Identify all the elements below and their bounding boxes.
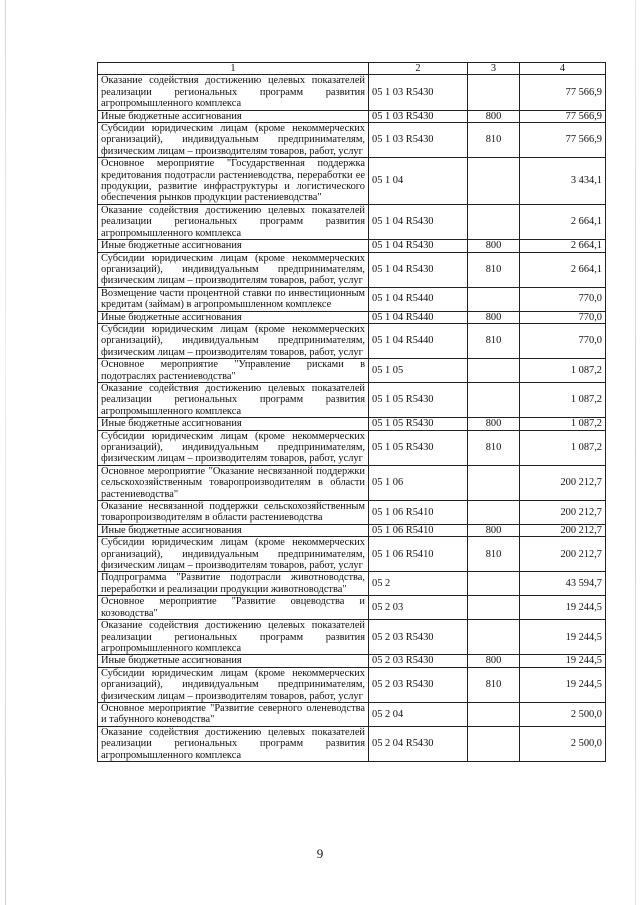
table-row	[98, 240, 606, 252]
cell-code: 05 1 04 R5430	[369, 204, 468, 239]
cell-code: 05 1 04 R5440	[369, 287, 468, 311]
cell-name: Субсидии юридическим лицам (кроме некоммерческих организаций), индивидуальным предпринимателям, физическим лицам – производителям товаров, работ, услуг	[98, 123, 369, 158]
cell-sum: 2 500,0	[520, 726, 606, 761]
cell-name: Основное мероприятие "Развитие северного оленеводства и табунного коневодства"	[98, 702, 369, 726]
cell-type: 800	[468, 418, 520, 430]
cell-type: 800	[468, 110, 520, 122]
cell-code: 05 1 05 R5430	[369, 430, 468, 465]
table-row	[98, 465, 606, 500]
page-number: 9	[316, 846, 324, 861]
cell-sum: 770,0	[520, 287, 606, 311]
table-row	[98, 572, 606, 596]
cell-sum: 2 500,0	[520, 702, 606, 726]
cell-type: 800	[468, 524, 520, 536]
table-row	[98, 726, 606, 761]
table-row	[98, 620, 606, 655]
cell-type	[468, 726, 520, 761]
cell-code: 05 2 03 R5430	[369, 620, 468, 655]
cell-code: 05 1 05 R5430	[369, 382, 468, 417]
cell-type	[468, 620, 520, 655]
table-row	[98, 702, 606, 726]
cell-name: Возмещение части процентной ставки по инвестиционным кредитам (займам) в агропромышленном комплексе	[98, 287, 369, 311]
cell-type	[468, 287, 520, 311]
cell-type: 810	[468, 537, 520, 572]
cell-name: Основное мероприятие "Развитие овцеводства и козоводства"	[98, 596, 369, 620]
cell-name: Иные бюджетные ассигнования	[98, 240, 369, 252]
cell-code: 05 1 06 R5410	[369, 524, 468, 536]
cell-sum: 1 087,2	[520, 418, 606, 430]
table-row	[98, 418, 606, 430]
cell-sum: 1 087,2	[520, 382, 606, 417]
cell-name: Субсидии юридическим лицам (кроме некоммерческих организаций), индивидуальным предпринимателям, физическим лицам – производителям товаров, работ, услуг	[98, 537, 369, 572]
cell-name: Оказание содействия достижению целевых показателей реализации региональных программ развития агропромышленного комплекса	[98, 204, 369, 239]
cell-sum: 19 244,5	[520, 655, 606, 667]
table-row	[98, 204, 606, 239]
cell-code: 05 1 04 R5440	[369, 311, 468, 323]
table-row	[98, 323, 606, 358]
cell-name: Оказание содействия достижению целевых показателей реализации региональных программ развития агропромышленного комплекса	[98, 382, 369, 417]
cell-code: 05 1 05	[369, 359, 468, 383]
cell-type	[468, 75, 520, 110]
table-row	[98, 252, 606, 287]
cell-sum: 2 664,1	[520, 240, 606, 252]
cell-name: Основное мероприятие "Управление рисками в подотраслях растениеводства"	[98, 359, 369, 383]
cell-code: 05 1 06	[369, 465, 468, 500]
cell-sum: 77 566,9	[520, 110, 606, 122]
table-body	[98, 75, 606, 762]
cell-type	[468, 382, 520, 417]
column-header-2: 2	[369, 63, 468, 75]
budget-table	[97, 62, 606, 762]
cell-name: Подпрограмма "Развитие подотрасли животноводства, переработки и реализации продукции животноводства"	[98, 572, 369, 596]
cell-sum: 2 664,1	[520, 252, 606, 287]
cell-type: 810	[468, 430, 520, 465]
cell-code: 05 1 05 R5430	[369, 418, 468, 430]
cell-name: Оказание содействия достижению целевых показателей реализации региональных программ развития агропромышленного комплекса	[98, 75, 369, 110]
table-row	[98, 524, 606, 536]
cell-type: 800	[468, 655, 520, 667]
table-header-row	[98, 63, 606, 75]
cell-type	[468, 572, 520, 596]
cell-sum: 200 212,7	[520, 537, 606, 572]
cell-sum: 19 244,5	[520, 620, 606, 655]
cell-name: Иные бюджетные ассигнования	[98, 655, 369, 667]
cell-name: Основное мероприятие "Государственная поддержка кредитования подотрасли растениеводства, переработки ее продукции, развитие инфраструктуры и логистического обеспечения рынков продукции растениеводства"	[98, 158, 369, 205]
cell-code: 05 1 04	[369, 158, 468, 205]
cell-name: Иные бюджетные ассигнования	[98, 418, 369, 430]
cell-code: 05 1 03 R5430	[369, 110, 468, 122]
cell-type	[468, 204, 520, 239]
cell-sum: 43 594,7	[520, 572, 606, 596]
cell-type: 800	[468, 240, 520, 252]
cell-sum: 77 566,9	[520, 123, 606, 158]
column-header-1: 1	[98, 63, 369, 75]
cell-name: Оказание содействия достижению целевых показателей реализации региональных программ развития агропромышленного комплекса	[98, 726, 369, 761]
cell-code: 05 1 06 R5410	[369, 537, 468, 572]
table-row	[98, 123, 606, 158]
cell-sum: 1 087,2	[520, 359, 606, 383]
table-row	[98, 158, 606, 205]
table-row	[98, 359, 606, 383]
cell-type	[468, 465, 520, 500]
cell-sum: 770,0	[520, 311, 606, 323]
scan-edge-left	[5, 0, 6, 905]
table-row	[98, 110, 606, 122]
cell-code: 05 2	[369, 572, 468, 596]
cell-code: 05 2 03 R5430	[369, 667, 468, 702]
cell-sum: 2 664,1	[520, 204, 606, 239]
cell-code: 05 2 04	[369, 702, 468, 726]
cell-name: Субсидии юридическим лицам (кроме некоммерческих организаций), индивидуальным предпринимателям, физическим лицам – производителям товаров, работ, услуг	[98, 252, 369, 287]
cell-type	[468, 596, 520, 620]
table-row	[98, 501, 606, 525]
table-row	[98, 655, 606, 667]
cell-sum: 1 087,2	[520, 430, 606, 465]
cell-name: Оказание несвязанной поддержки сельскохозяйственным товаропроизводителям в области растениеводства	[98, 501, 369, 525]
cell-type: 810	[468, 252, 520, 287]
table-row	[98, 382, 606, 417]
cell-type	[468, 158, 520, 205]
cell-name: Субсидии юридическим лицам (кроме некоммерческих организаций), индивидуальным предпринимателям, физическим лицам – производителям товаров, работ, услуг	[98, 667, 369, 702]
column-header-3: 3	[468, 63, 520, 75]
cell-type	[468, 702, 520, 726]
cell-type: 800	[468, 311, 520, 323]
table-row	[98, 75, 606, 110]
cell-code: 05 2 04 R5430	[369, 726, 468, 761]
cell-sum: 200 212,7	[520, 524, 606, 536]
cell-name: Основное мероприятие "Оказание несвязанной поддержки сельскохозяйственным товаропроизводителям в области растениеводства"	[98, 465, 369, 500]
table-row	[98, 430, 606, 465]
cell-type: 810	[468, 323, 520, 358]
cell-type: 810	[468, 667, 520, 702]
cell-code: 05 1 04 R5430	[369, 240, 468, 252]
cell-sum: 19 244,5	[520, 667, 606, 702]
scan-edge-right	[635, 0, 636, 905]
cell-code: 05 1 04 R5440	[369, 323, 468, 358]
cell-type	[468, 501, 520, 525]
cell-sum: 19 244,5	[520, 596, 606, 620]
cell-sum: 200 212,7	[520, 501, 606, 525]
cell-name: Субсидии юридическим лицам (кроме некоммерческих организаций), индивидуальным предпринимателям, физическим лицам – производителям товаров, работ, услуг	[98, 430, 369, 465]
table-row	[98, 537, 606, 572]
table-row	[98, 311, 606, 323]
cell-name: Иные бюджетные ассигнования	[98, 524, 369, 536]
cell-name: Иные бюджетные ассигнования	[98, 311, 369, 323]
cell-code: 05 1 03 R5430	[369, 123, 468, 158]
cell-sum: 770,0	[520, 323, 606, 358]
cell-code: 05 1 03 R5430	[369, 75, 468, 110]
column-header-4: 4	[520, 63, 606, 75]
cell-type: 810	[468, 123, 520, 158]
cell-code: 05 2 03 R5430	[369, 655, 468, 667]
table-row	[98, 596, 606, 620]
cell-type	[468, 359, 520, 383]
cell-sum: 77 566,9	[520, 75, 606, 110]
cell-code: 05 2 03	[369, 596, 468, 620]
table-row	[98, 667, 606, 702]
cell-name: Субсидии юридическим лицам (кроме некоммерческих организаций), индивидуальным предпринимателям, физическим лицам – производителям товаров, работ, услуг	[98, 323, 369, 358]
cell-code: 05 1 06 R5410	[369, 501, 468, 525]
cell-sum: 200 212,7	[520, 465, 606, 500]
cell-name: Оказание содействия достижению целевых показателей реализации региональных программ развития агропромышленного комплекса	[98, 620, 369, 655]
cell-sum: 3 434,1	[520, 158, 606, 205]
cell-code: 05 1 04 R5430	[369, 252, 468, 287]
cell-name: Иные бюджетные ассигнования	[98, 110, 369, 122]
table-row	[98, 287, 606, 311]
